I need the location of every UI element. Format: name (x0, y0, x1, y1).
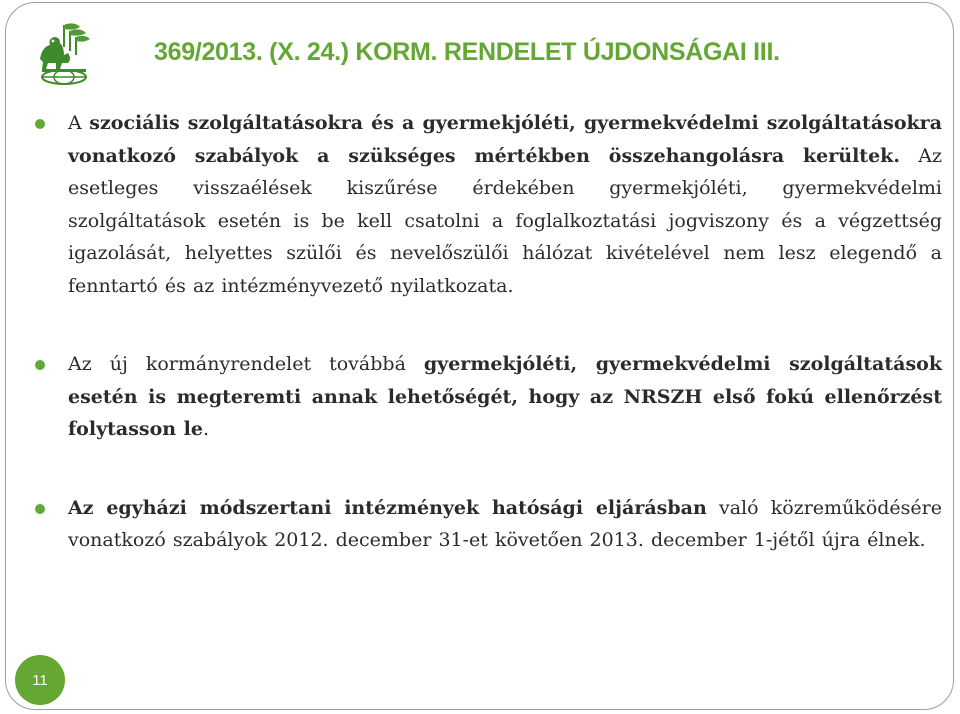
bullet-text-tail: . (203, 418, 210, 440)
list-item (68, 348, 942, 446)
bullet-text-bold: Az egyházi módszertani intézmények hatósági eljárásban (68, 496, 707, 519)
bullet-text-tail: Az esetleges visszaélések kiszűrése érdekében gyermekjóléti, gyermekvédelmi szolgáltatások esetén is be kell csatolni a foglalkoztatási jogviszony és a végzettség igazolását, helyettes szülői és nevelőszülői hálózat kivételével nem lesz elegendő a fenntartó és az intézményvezető nyilatkozata. (68, 144, 942, 297)
bullet-text-lead: A (68, 112, 90, 134)
bullet-text-bold: szociális szolgáltatásokra és a gyermekjóléti, gyermekvédelmi szolgáltatásokra vonatkozó szabályok a szükséges mértékben összehangolásra kerültek. (68, 112, 943, 167)
lion-flag-globe-emblem-icon (34, 17, 94, 85)
bullet-text-bold: gyermekjóléti, gyermekvédelmi szolgáltatások esetén is megteremti annak lehetőségét, hogy az NRSZH első fokú ellenőrzést folytasson le (68, 353, 942, 440)
page-number-badge: 11 (15, 655, 65, 705)
green-dot-bullet-icon (35, 504, 45, 514)
list-item (68, 107, 942, 302)
bullet-list (68, 107, 942, 557)
slide-title: 369/2013. (X. 24.) KORM. RENDELET ÚJDONSÁGAI III. (154, 38, 780, 66)
bullet-text-tail: való közreműködésére vonatkozó szabályok 2012. december 31-et követően 2013. december 1-jétől újra élnek. (68, 496, 942, 551)
slide-frame (5, 2, 954, 710)
green-dot-bullet-icon (35, 119, 45, 129)
bullet-text-lead: Az új kormányrendelet továbbá (68, 353, 424, 375)
list-item (68, 492, 942, 557)
green-dot-bullet-icon (35, 360, 45, 370)
